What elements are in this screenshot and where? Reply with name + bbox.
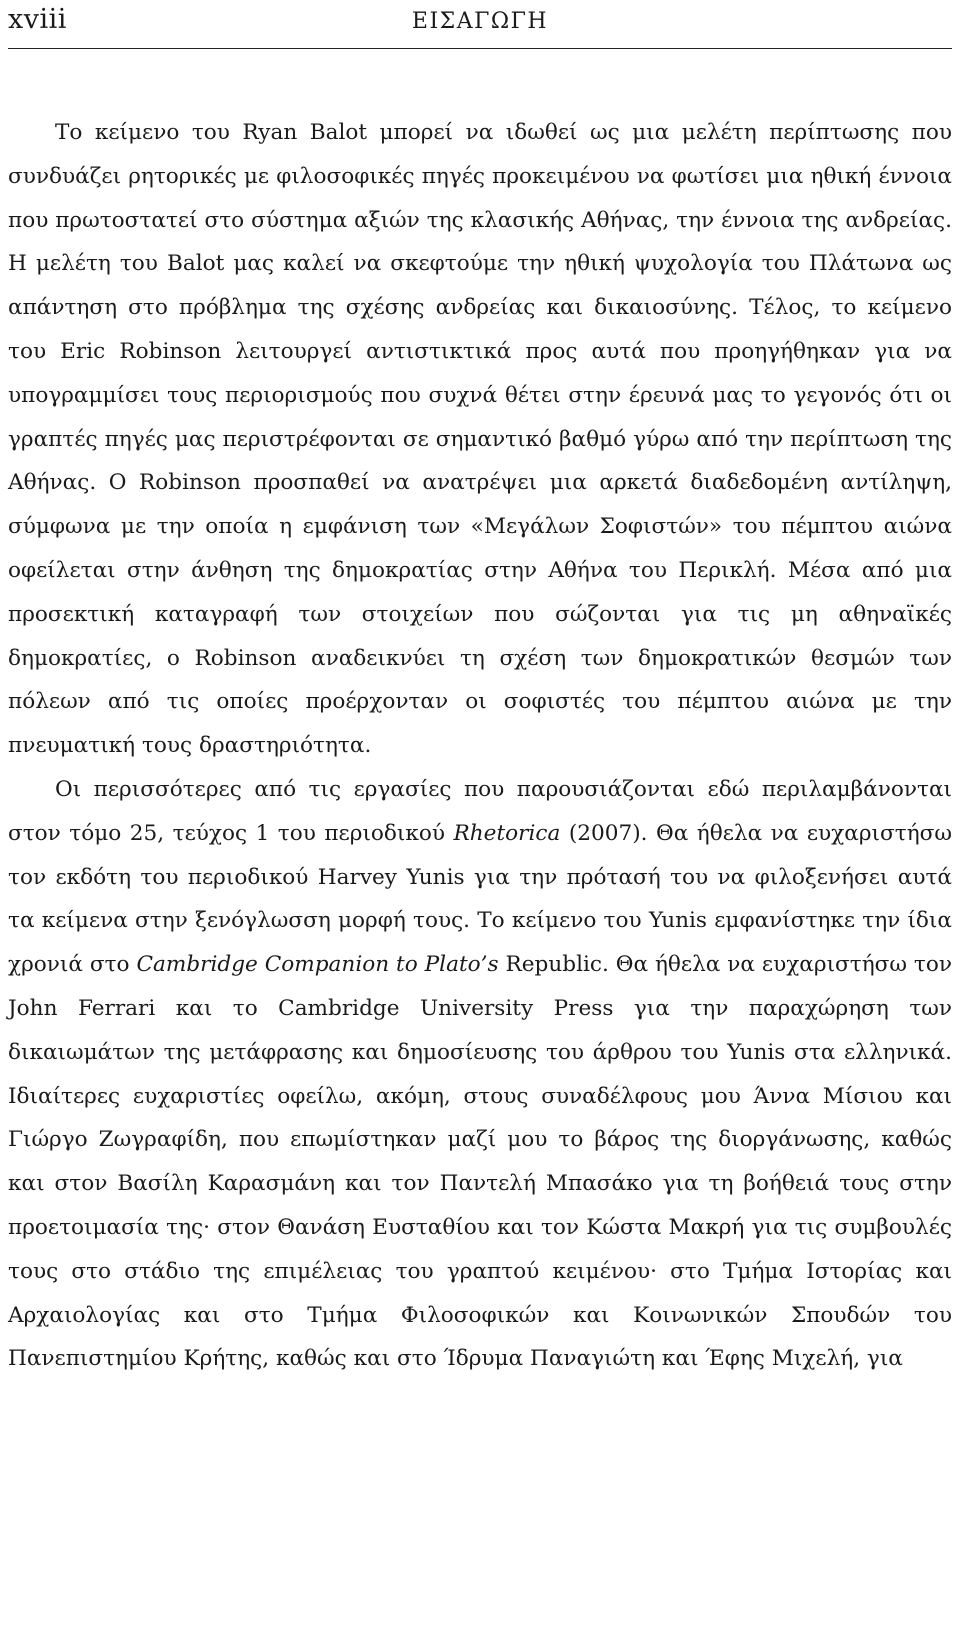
paragraph-2-text-a: Οι περισσότερες από τις εργασίες που παρουσιάζονται εδώ περιλαμβάνονται στον τόμο 25, τεύχος 1 του περιοδικού	[8, 776, 952, 846]
paragraph-1-text: Το κείμενο του Ryan Balot μπορεί να ιδωθεί ως μια μελέτη περίπτωσης που συνδυάζει ρητορικές με φιλοσοφικές πηγές προκειμένου να φωτίσει μια ηθική έννοια που πρωτοστατεί στο σύστημα αξιών της κλασικής Αθήνας, την έννοια της ανδρείας. Η μελέτη του Balot μας καλεί να σκεφτούμε την ηθική ψυχολογία του Πλάτωνα ως απάντηση στο πρόβλημα της σχέσης ανδρείας και δικαιοσύνης. Τέλος, το κείμενο του Eric Robinson λειτουργεί αντιστικτικά προς αυτά που προηγήθηκαν για να υπογραμμίσει τους περιορισμούς που συχνά θέτει στην έρευνά μας το γεγονός ότι οι γραπτές πηγές μας περιστρέφονται σε σημαντικό βαθμό γύρω από την περίπτωση της Αθήνας. Ο Robinson προσπαθεί να ανατρέψει μια αρκετά διαδεδομένη αντίληψη, σύμφωνα με την οποία η εμφάνιση των «Μεγάλων Σοφιστών» του πέμπτου αιώνα οφείλεται στην άνθηση της δημοκρατίας στην Αθήνα του Περικλή. Μέσα από μια προσεκτική καταγραφή των στοιχείων που σώζονται για τις μη αθηναϊκές δημοκρατίες, ο Robinson αναδεικνύει τη σχέση των δημοκρατικών θεσμών των πόλεων από τις οποίες προέρχονταν οι σοφιστές του πέμπτου αιώνα με την πνευματική τους δραστηριότητα.	[8, 120, 952, 759]
book-page	[8, 0, 952, 1381]
body-text	[8, 111, 952, 1381]
paragraph-1	[8, 111, 952, 768]
journal-title-rhetorica: Rhetorica	[453, 820, 561, 846]
page-number: xviii	[8, 4, 67, 35]
book-title-cambridge-companion: Cambridge Companion to Plato’s	[136, 952, 499, 978]
paragraph-2	[8, 768, 952, 1381]
running-title: ΕΙΣΑΓΩΓΗ	[411, 9, 549, 34]
paragraph-2-text-c: Republic. Θα ήθελα να ευχαριστήσω τον John Ferrari και το Cambridge University Press για την παραχώρηση των δικαιωμάτων της μετάφρασης και δημοσίευσης του άρθρου του Yunis στα ελληνικά. Ιδιαίτερες ευχαριστίες οφείλω, ακόμη, στους συναδέλφους μου Άννα Μίσιου και Γιώργο Ζωγραφίδη, που επωμίστηκαν μαζί μου το βάρος της διοργάνωσης, καθώς και στον Βασίλη Καρασμάνη και τον Παντελή Μπασάκο για τη βοήθειά τους στην προετοιμασία της· στον Θανάση Ευσταθίου και τον Κώστα Μακρή για τις συμβουλές τους στο στάδιο της επιμέλειας του γραπτού κειμένου· στο Τμήμα Ιστορίας και Αρχαιολογίας και στο Τμήμα Φιλοσοφικών και Κοινωνικών Σπουδών του Πανεπιστημίου Κρήτης, καθώς και στο Ίδρυμα Παναγιώτη και Έφης Μιχελή, για	[8, 952, 952, 1372]
page-header	[8, 0, 952, 50]
paragraph-2-text-b: (2007). Θα ήθελα να ευχαριστήσω τον εκδότη του περιοδικού Harvey Yunis για την πρότασή του να φιλοξενήσει αυτά τα κείμενα στην ξενόγλωσση μορφή τους. Το κείμενο του Yunis εμφανίστηκε την ίδια χρονιά στο	[8, 820, 952, 978]
header-rule	[8, 48, 952, 49]
